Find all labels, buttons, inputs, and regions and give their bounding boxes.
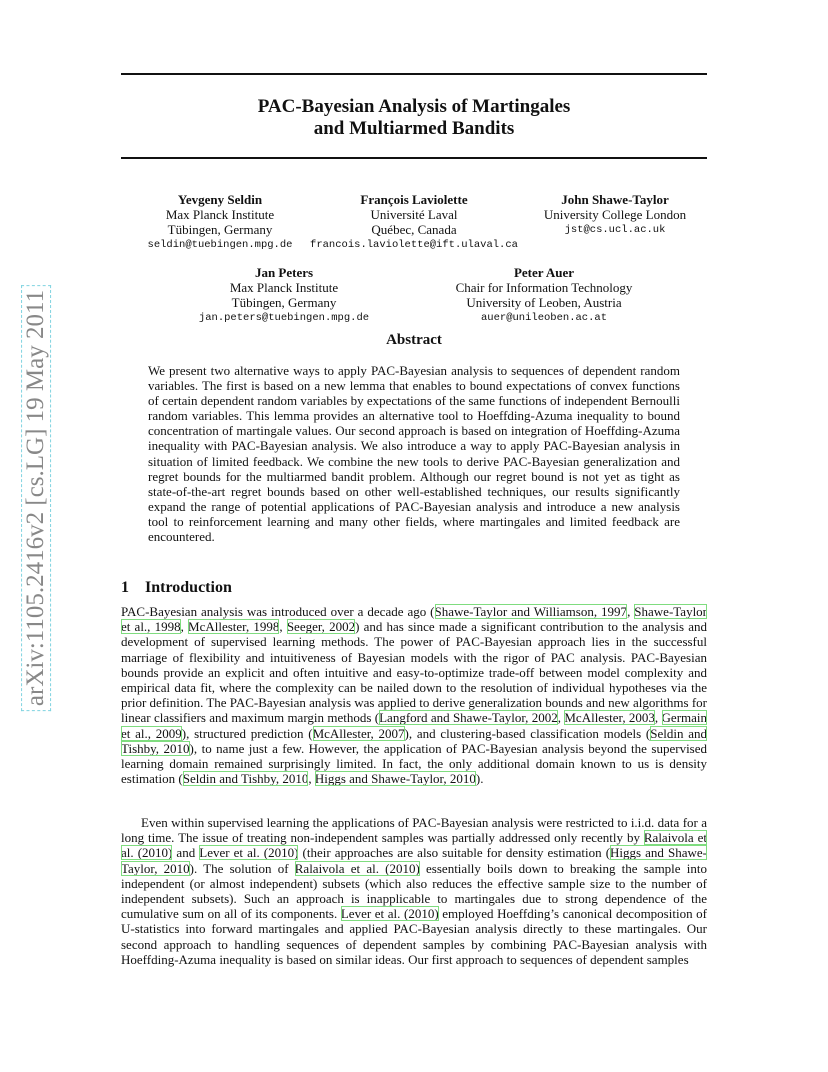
paragraph-text: , — [279, 619, 287, 635]
citation-link[interactable]: Langford and Shawe-Taylor, 2002 — [379, 710, 558, 726]
author-email[interactable]: auer@unileoben.ac.at — [480, 312, 608, 324]
citation-link[interactable]: Higgs and Shawe-Taylor, 2010 — [314, 771, 476, 787]
author-affiliation: Université Laval — [370, 207, 458, 222]
citation-link[interactable]: Seeger, 2002 — [286, 619, 356, 635]
section-heading — [121, 579, 232, 597]
author-block — [194, 265, 374, 326]
paragraph-text: essentially boils down to breaking the sample into independent (or almost independent) subsets (which also reduces the effective sample size to the number of independent subsets). Such an approach is inapplicable to martingales due to strong dependence of the cumulative sum on all of its components. — [121, 860, 707, 922]
citation-link[interactable]: Seldin and Tishby, 2010 — [182, 771, 309, 787]
paper-title-line-1: PAC-Bayesian Analysis of Martingales — [257, 96, 571, 117]
abstract-heading: Abstract — [386, 332, 442, 348]
author-name: François Laviolette — [360, 192, 468, 207]
author-location: Tübingen, Germany — [231, 295, 337, 310]
citation-link[interactable]: McAllester, 1998 — [188, 619, 280, 635]
paragraph-text: (their approaches are also suitable for density estimation ( — [298, 845, 611, 861]
paragraph-text: , — [654, 710, 662, 726]
paragraph-text: , — [557, 710, 565, 726]
citation-link[interactable]: Germain et al., 2009 — [121, 710, 708, 741]
section-title: Introduction — [145, 579, 232, 596]
paragraph-text: employed Hoeffding’s canonical decomposition of U-statistics into forward martingales and applied PAC-Bayesian analysis directly to these martingales. Our second approach to handling sequences of dependent samples by combining PAC-Bayesian analysis with Hoeffding-Azuma inequality is based on similar ideas. Our first approach to sequences of dependent samples — [121, 906, 708, 967]
paragraph-text: and — [172, 845, 200, 861]
author-name: Yevgeny Seldin — [177, 192, 263, 207]
arxiv-identifier: arXiv:1105.2416v2 [cs.LG] 19 May 2011 — [21, 285, 51, 711]
citation-link[interactable]: Ralaivola et al. (2010) — [121, 830, 707, 861]
citation-link[interactable]: Lever et al. (2010) — [199, 845, 299, 861]
author-block — [430, 265, 658, 326]
paragraph-text: ) and has since made a significant contribution to the analysis and development of supervised learning methods. The power of PAC-Bayesian approach lies in the successful marriage of flexibility and intuitiveness of Bayesian models with the rigor of PAC analysis. PAC-Bayesian bounds provide an explicit and often intuitive and easy-to-optimize trade-off between model complexity and empirical data fit, where the complexity can be nailed down to the resolution of individual hypotheses via the prior definition. The PAC-Bayesian analysis was applied to derive generalization bounds and new algorithms for linear classifiers and maximum margin methods ( — [121, 619, 707, 726]
title-rule-top — [121, 73, 707, 75]
citation-link[interactable]: Seldin and Tishby, 2010 — [121, 725, 708, 756]
author-location: University of Leoben, Austria — [466, 295, 622, 310]
body-paragraph — [121, 815, 707, 967]
author-name: Peter Auer — [513, 265, 575, 280]
author-affiliation: Max Planck Institute — [229, 280, 339, 295]
title-rule-bottom — [121, 157, 707, 159]
citation-link[interactable]: Lever et al. (2010) — [340, 906, 439, 922]
paper-title-line-2: and Multiarmed Bandits — [313, 118, 515, 139]
paragraph-text: ), to name just a few. However, the application of PAC-Bayesian analysis beyond the supervised learning domain remained surprisingly limited. In fact, the only additional domain known to us is density estimation ( — [121, 740, 708, 787]
author-location: Québec, Canada — [371, 222, 457, 237]
citation-link[interactable]: McAllester, 2003 — [564, 710, 655, 726]
paragraph-text: PAC-Bayesian analysis was introduced over a decade ago ( — [121, 604, 435, 619]
author-name: Jan Peters — [254, 265, 314, 280]
citation-link[interactable]: Ralaivola et al. (2010) — [294, 860, 420, 876]
paragraph-text: Even within supervised learning the applications of PAC-Bayesian analysis were restricted to i.i.d. data for a long time. The issue of treating non-independent samples was partially addressed only recently by — [121, 815, 707, 846]
paragraph-text: , — [180, 619, 189, 635]
author-affiliation: Max Planck Institute — [165, 207, 275, 222]
body-paragraph — [121, 604, 707, 786]
paragraph-text: , — [627, 604, 635, 619]
abstract-body: We present two alternative ways to apply PAC-Bayesian analysis to sequences of dependent random variables. The first is based on a new lemma that enables to bound expectations of convex functions of certain dependent random variables by expectations of the same functions of independent Bernoulli random variables. This lemma provides an alternative tool to Hoeffding-Azuma inequality to bound concentration of martingale values. Our second approach is based on integration of Hoeffding-Azuma inequality with PAC-Bayesian analysis. We also introduce a way to apply PAC-Bayesian analysis in situation of limited feedback. We combine the new tools to derive PAC-Bayesian generalization and regret bounds for the multiarmed bandit problem. Although our regret bound is not yet as tight as state-of-the-art regret bounds based on other well-established techniques, our results significantly expand the range of potential applications of PAC-Bayesian analysis and introduce a new analysis tool to reinforcement learning and many other fields, where martingales and limited feedback are encountered. — [148, 363, 680, 545]
citation-link[interactable]: Shawe-Taylor and Williamson, 1997 — [434, 604, 628, 619]
author-email[interactable]: jst@cs.ucl.ac.uk — [564, 224, 666, 236]
paragraph-text: ), and clustering-based classification models ( — [404, 725, 651, 741]
author-block — [520, 192, 710, 238]
author-email[interactable]: seldin@tuebingen.mpg.de — [147, 239, 293, 251]
section-number: 1 — [121, 579, 129, 596]
author-block — [130, 192, 310, 253]
citation-link[interactable]: McAllester, 2007 — [312, 725, 405, 741]
arxiv-stamp — [21, 263, 51, 733]
paragraph-text: ). — [475, 771, 484, 787]
author-affiliation: Chair for Information Technology — [455, 280, 633, 295]
author-affiliation: University College London — [543, 207, 687, 222]
paragraph-text: ). The solution of — [189, 860, 295, 876]
author-location: Tübingen, Germany — [167, 222, 273, 237]
citation-link[interactable]: Higgs and Shawe-Taylor, 2010 — [121, 845, 707, 876]
author-block — [300, 192, 528, 253]
author-name: John Shawe-Taylor — [561, 192, 669, 207]
citation-link[interactable]: Shawe-Taylor et al., 1998 — [121, 604, 708, 635]
author-email[interactable]: jan.peters@tuebingen.mpg.de — [198, 312, 370, 324]
paragraph-text: , — [308, 771, 315, 787]
author-email[interactable]: francois.laviolette@ift.ulaval.ca — [310, 239, 518, 251]
paragraph-text: ), structured prediction ( — [181, 725, 313, 741]
